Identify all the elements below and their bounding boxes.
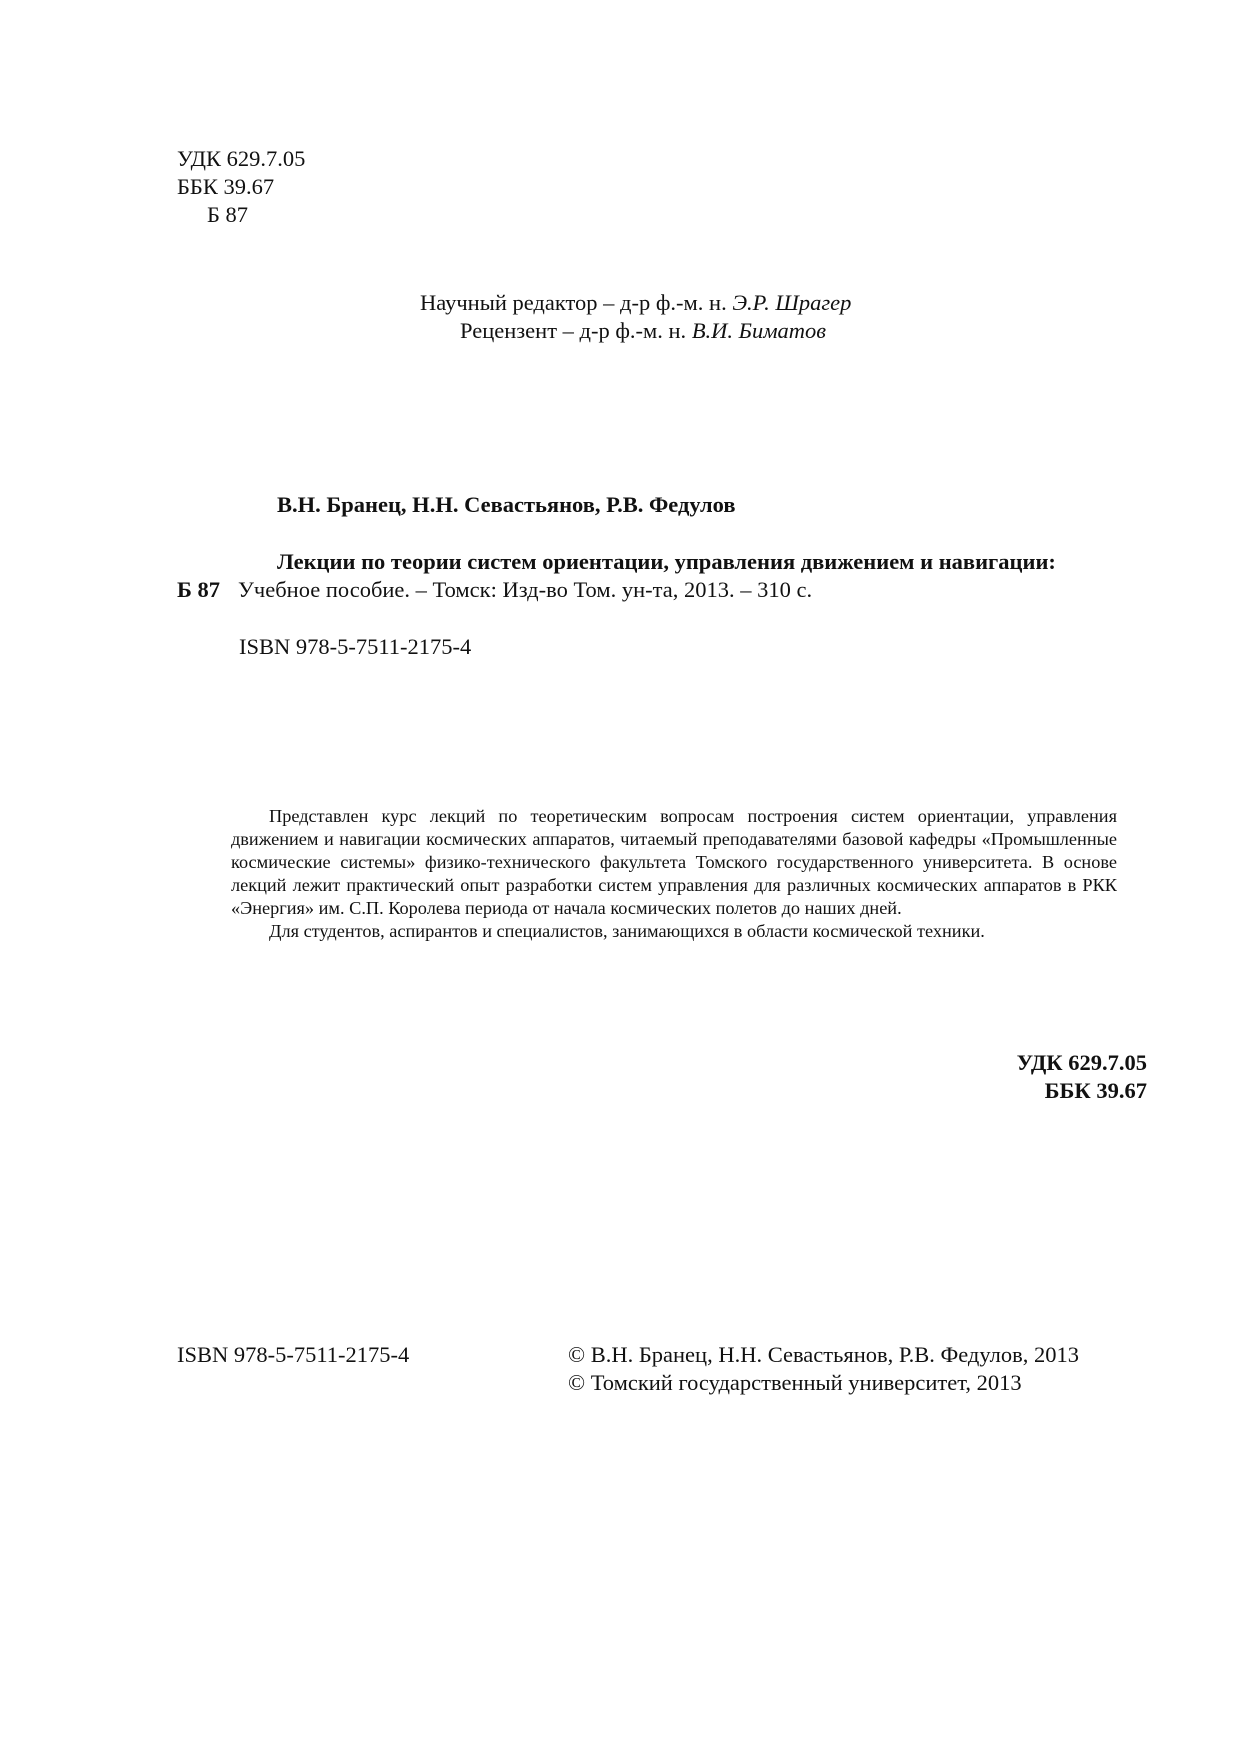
author-sign: Б 87 xyxy=(207,202,249,227)
bbk-code-footer: ББК 39.67 xyxy=(1044,1078,1147,1103)
author-sign-inline: Б 87 xyxy=(177,577,221,602)
bibliographic-description xyxy=(177,548,1152,604)
editors-block xyxy=(420,289,851,345)
copyright-authors: © В.Н. Бранец, Н.Н. Севастьянов, Р.В. Федулов, 2013 xyxy=(568,1342,1079,1367)
book-title: Лекции по теории систем ориентации, управления движением и навигации: xyxy=(277,549,1056,574)
abstract xyxy=(231,805,1117,943)
authors-line: В.Н. Бранец, Н.Н. Севастьянов, Р.В. Федулов xyxy=(277,492,736,517)
isbn-top: ISBN 978-5-7511-2175-4 xyxy=(239,634,472,659)
editor-prefix: Научный редактор – д-р ф.-м. н. xyxy=(420,290,733,315)
copyright-block xyxy=(568,1341,1079,1397)
publication-details: Учебное пособие. – Томск: Изд-во Том. ун-та, 2013. – 310 с. xyxy=(238,577,813,602)
audience-paragraph: Для студентов, аспирантов и специалистов, занимающихся в области космической техники. xyxy=(269,921,985,941)
isbn-bottom: ISBN 978-5-7511-2175-4 xyxy=(177,1342,410,1367)
udk-code-footer: УДК 629.7.05 xyxy=(1016,1050,1147,1075)
editor-name: Э.Р. Шрагер xyxy=(732,290,852,315)
udk-code: УДК 629.7.05 xyxy=(177,146,306,171)
bbk-code: ББК 39.67 xyxy=(177,174,275,199)
publication-details-line xyxy=(177,576,1152,604)
reviewer-prefix: Рецензент – д-р ф.-м. н. xyxy=(460,318,692,343)
classification-codes-footer xyxy=(1017,1049,1147,1105)
reviewer-name: В.И. Биматов xyxy=(691,318,827,343)
reviewer-line xyxy=(420,317,851,345)
scientific-editor-line xyxy=(420,289,851,317)
abstract-paragraph: Представлен курс лекций по теоретическим вопросам построения систем ориентации, управления движением и навигации космических аппаратов, читаемый преподавателями базовой кафедры «Промышленные космические системы» физико-технического факультета Томского государственного университета. В основе лекций лежит практический опыт разработки систем управления для различных космических аппаратов в РКК «Энергия» им. С.П. Королева периода от начала космических полетов до наших дней. xyxy=(231,806,1117,918)
copyright-university: © Томский государственный университет, 2013 xyxy=(568,1370,1022,1395)
classification-codes-header xyxy=(177,145,305,229)
